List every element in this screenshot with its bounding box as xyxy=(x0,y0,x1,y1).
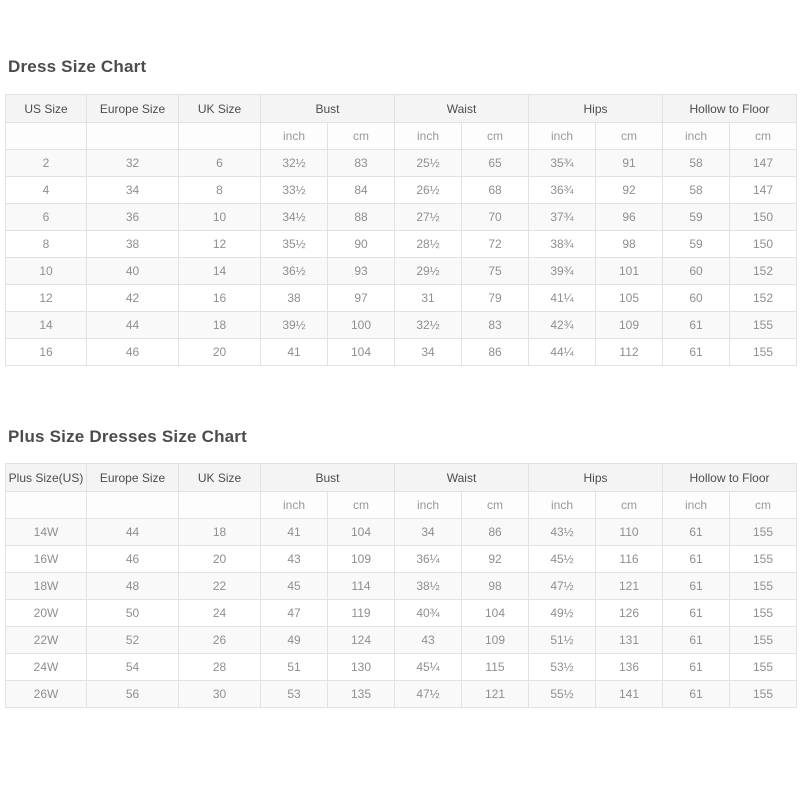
column-header: Bust xyxy=(261,464,395,492)
size-value-cell: 32½ xyxy=(395,312,462,339)
size-value-cell: 61 xyxy=(663,627,730,654)
size-value-cell: 35½ xyxy=(261,231,328,258)
size-value-cell: 40 xyxy=(87,258,179,285)
size-value-cell: 45½ xyxy=(529,546,596,573)
dress-size-table xyxy=(5,94,797,366)
table-group-header-row xyxy=(6,464,797,492)
size-value-cell: 46 xyxy=(87,546,179,573)
unit-header: inch xyxy=(395,492,462,519)
column-header: US Size xyxy=(6,95,87,123)
column-header: Hips xyxy=(529,464,663,492)
size-value-cell: 42 xyxy=(87,285,179,312)
size-value-cell: 58 xyxy=(663,177,730,204)
size-value-cell: 147 xyxy=(730,150,797,177)
size-value-cell: 79 xyxy=(462,285,529,312)
table-row xyxy=(6,150,797,177)
size-value-cell: 18 xyxy=(179,519,261,546)
size-value-cell: 8 xyxy=(179,177,261,204)
size-value-cell: 65 xyxy=(462,150,529,177)
unit-header: cm xyxy=(328,492,395,519)
size-value-cell: 98 xyxy=(596,231,663,258)
size-value-cell: 61 xyxy=(663,339,730,366)
size-value-cell: 59 xyxy=(663,231,730,258)
size-value-cell: 70 xyxy=(462,204,529,231)
size-value-cell: 35¾ xyxy=(529,150,596,177)
size-value-cell: 54 xyxy=(87,654,179,681)
size-value-cell: 40¾ xyxy=(395,600,462,627)
size-value-cell: 110 xyxy=(596,519,663,546)
table-row xyxy=(6,258,797,285)
size-value-cell: 25½ xyxy=(395,150,462,177)
size-value-cell: 30 xyxy=(179,681,261,708)
size-value-cell: 155 xyxy=(730,339,797,366)
size-value-cell: 152 xyxy=(730,285,797,312)
size-value-cell: 31 xyxy=(395,285,462,312)
size-value-cell: 8 xyxy=(6,231,87,258)
plus-size-table-header xyxy=(6,464,797,519)
unit-header: inch xyxy=(395,123,462,150)
size-value-cell: 20 xyxy=(179,339,261,366)
column-header: Europe Size xyxy=(87,95,179,123)
size-value-cell: 91 xyxy=(596,150,663,177)
size-value-cell: 136 xyxy=(596,654,663,681)
size-value-cell: 155 xyxy=(730,312,797,339)
size-value-cell: 61 xyxy=(663,312,730,339)
size-value-cell: 60 xyxy=(663,258,730,285)
empty-header-cell xyxy=(87,492,179,519)
size-value-cell: 98 xyxy=(462,573,529,600)
size-value-cell: 119 xyxy=(328,600,395,627)
empty-header-cell xyxy=(6,492,87,519)
size-value-cell: 84 xyxy=(328,177,395,204)
plus-size-table-body xyxy=(6,519,797,708)
size-value-cell: 83 xyxy=(462,312,529,339)
size-value-cell: 61 xyxy=(663,681,730,708)
size-value-cell: 155 xyxy=(730,573,797,600)
size-value-cell: 45 xyxy=(261,573,328,600)
size-value-cell: 51 xyxy=(261,654,328,681)
size-value-cell: 24W xyxy=(6,654,87,681)
size-value-cell: 86 xyxy=(462,339,529,366)
unit-header: inch xyxy=(529,123,596,150)
size-value-cell: 141 xyxy=(596,681,663,708)
table-row xyxy=(6,312,797,339)
size-value-cell: 155 xyxy=(730,546,797,573)
table-row xyxy=(6,231,797,258)
table-row xyxy=(6,546,797,573)
size-value-cell: 10 xyxy=(179,204,261,231)
size-value-cell: 100 xyxy=(328,312,395,339)
size-value-cell: 101 xyxy=(596,258,663,285)
size-value-cell: 75 xyxy=(462,258,529,285)
column-header: Hollow to Floor xyxy=(663,95,797,123)
table-row xyxy=(6,285,797,312)
empty-header-cell xyxy=(6,123,87,150)
size-value-cell: 155 xyxy=(730,519,797,546)
size-value-cell: 49 xyxy=(261,627,328,654)
size-value-cell: 61 xyxy=(663,573,730,600)
size-value-cell: 115 xyxy=(462,654,529,681)
unit-header: cm xyxy=(462,492,529,519)
size-value-cell: 92 xyxy=(596,177,663,204)
size-value-cell: 36 xyxy=(87,204,179,231)
size-value-cell: 105 xyxy=(596,285,663,312)
size-value-cell: 28½ xyxy=(395,231,462,258)
size-value-cell: 12 xyxy=(179,231,261,258)
size-value-cell: 26 xyxy=(179,627,261,654)
unit-header: cm xyxy=(596,492,663,519)
size-value-cell: 42¾ xyxy=(529,312,596,339)
size-value-cell: 33½ xyxy=(261,177,328,204)
size-value-cell: 86 xyxy=(462,519,529,546)
column-header: Waist xyxy=(395,464,529,492)
size-value-cell: 150 xyxy=(730,204,797,231)
dress-size-chart-title: Dress Size Chart xyxy=(8,57,147,76)
size-value-cell: 41 xyxy=(261,519,328,546)
size-value-cell: 38½ xyxy=(395,573,462,600)
size-value-cell: 34½ xyxy=(261,204,328,231)
plus-size-chart-title: Plus Size Dresses Size Chart xyxy=(8,427,247,446)
table-row xyxy=(6,177,797,204)
size-value-cell: 147 xyxy=(730,177,797,204)
table-row xyxy=(6,654,797,681)
size-value-cell: 14W xyxy=(6,519,87,546)
size-value-cell: 109 xyxy=(596,312,663,339)
size-value-cell: 121 xyxy=(596,573,663,600)
size-value-cell: 27½ xyxy=(395,204,462,231)
size-value-cell: 14 xyxy=(6,312,87,339)
column-header: Hollow to Floor xyxy=(663,464,797,492)
size-value-cell: 26½ xyxy=(395,177,462,204)
size-value-cell: 152 xyxy=(730,258,797,285)
size-value-cell: 18W xyxy=(6,573,87,600)
table-row xyxy=(6,519,797,546)
size-value-cell: 58 xyxy=(663,150,730,177)
size-value-cell: 155 xyxy=(730,600,797,627)
size-value-cell: 43 xyxy=(261,546,328,573)
empty-header-cell xyxy=(87,123,179,150)
size-value-cell: 44 xyxy=(87,312,179,339)
size-value-cell: 26W xyxy=(6,681,87,708)
size-value-cell: 92 xyxy=(462,546,529,573)
column-header: Bust xyxy=(261,95,395,123)
size-value-cell: 12 xyxy=(6,285,87,312)
size-value-cell: 32½ xyxy=(261,150,328,177)
empty-header-cell xyxy=(179,492,261,519)
size-value-cell: 36¾ xyxy=(529,177,596,204)
size-value-cell: 41¼ xyxy=(529,285,596,312)
unit-header: cm xyxy=(462,123,529,150)
size-value-cell: 55½ xyxy=(529,681,596,708)
table-group-header-row xyxy=(6,95,797,123)
size-value-cell: 93 xyxy=(328,258,395,285)
unit-header: inch xyxy=(261,123,328,150)
size-value-cell: 6 xyxy=(6,204,87,231)
size-value-cell: 53 xyxy=(261,681,328,708)
size-value-cell: 38¾ xyxy=(529,231,596,258)
size-value-cell: 72 xyxy=(462,231,529,258)
size-value-cell: 130 xyxy=(328,654,395,681)
size-value-cell: 38 xyxy=(261,285,328,312)
size-value-cell: 38 xyxy=(87,231,179,258)
size-value-cell: 116 xyxy=(596,546,663,573)
size-value-cell: 39¾ xyxy=(529,258,596,285)
size-value-cell: 56 xyxy=(87,681,179,708)
size-value-cell: 16 xyxy=(179,285,261,312)
size-value-cell: 6 xyxy=(179,150,261,177)
size-value-cell: 124 xyxy=(328,627,395,654)
size-value-cell: 126 xyxy=(596,600,663,627)
column-header: Europe Size xyxy=(87,464,179,492)
size-value-cell: 16 xyxy=(6,339,87,366)
size-value-cell: 44 xyxy=(87,519,179,546)
table-unit-header-row xyxy=(6,123,797,150)
size-value-cell: 14 xyxy=(179,258,261,285)
size-value-cell: 41 xyxy=(261,339,328,366)
size-value-cell: 34 xyxy=(87,177,179,204)
size-value-cell: 34 xyxy=(395,519,462,546)
size-value-cell: 44¼ xyxy=(529,339,596,366)
size-value-cell: 20 xyxy=(179,546,261,573)
size-value-cell: 46 xyxy=(87,339,179,366)
size-value-cell: 90 xyxy=(328,231,395,258)
size-value-cell: 112 xyxy=(596,339,663,366)
size-value-cell: 32 xyxy=(87,150,179,177)
unit-header: inch xyxy=(529,492,596,519)
unit-header: inch xyxy=(663,492,730,519)
empty-header-cell xyxy=(179,123,261,150)
dress-size-table-header xyxy=(6,95,797,150)
size-value-cell: 114 xyxy=(328,573,395,600)
size-value-cell: 16W xyxy=(6,546,87,573)
size-value-cell: 51½ xyxy=(529,627,596,654)
size-value-cell: 28 xyxy=(179,654,261,681)
size-value-cell: 155 xyxy=(730,627,797,654)
size-value-cell: 47½ xyxy=(529,573,596,600)
size-value-cell: 49½ xyxy=(529,600,596,627)
table-row xyxy=(6,600,797,627)
unit-header: cm xyxy=(596,123,663,150)
size-value-cell: 104 xyxy=(462,600,529,627)
size-value-cell: 47 xyxy=(261,600,328,627)
column-header: UK Size xyxy=(179,464,261,492)
size-value-cell: 43½ xyxy=(529,519,596,546)
size-value-cell: 48 xyxy=(87,573,179,600)
size-value-cell: 18 xyxy=(179,312,261,339)
size-value-cell: 53½ xyxy=(529,654,596,681)
table-row xyxy=(6,573,797,600)
plus-size-table xyxy=(5,463,797,708)
size-value-cell: 20W xyxy=(6,600,87,627)
size-value-cell: 131 xyxy=(596,627,663,654)
size-value-cell: 43 xyxy=(395,627,462,654)
size-value-cell: 29½ xyxy=(395,258,462,285)
size-value-cell: 68 xyxy=(462,177,529,204)
column-header: Plus Size(US) xyxy=(6,464,87,492)
size-value-cell: 36½ xyxy=(261,258,328,285)
size-value-cell: 61 xyxy=(663,654,730,681)
size-value-cell: 10 xyxy=(6,258,87,285)
column-header: Hips xyxy=(529,95,663,123)
size-value-cell: 96 xyxy=(596,204,663,231)
unit-header: inch xyxy=(663,123,730,150)
size-value-cell: 39½ xyxy=(261,312,328,339)
size-value-cell: 60 xyxy=(663,285,730,312)
size-value-cell: 59 xyxy=(663,204,730,231)
size-value-cell: 2 xyxy=(6,150,87,177)
size-value-cell: 109 xyxy=(462,627,529,654)
size-value-cell: 37¾ xyxy=(529,204,596,231)
table-row xyxy=(6,204,797,231)
table-row xyxy=(6,627,797,654)
size-value-cell: 4 xyxy=(6,177,87,204)
table-row xyxy=(6,339,797,366)
size-value-cell: 135 xyxy=(328,681,395,708)
size-value-cell: 50 xyxy=(87,600,179,627)
size-value-cell: 155 xyxy=(730,654,797,681)
unit-header: inch xyxy=(261,492,328,519)
size-value-cell: 83 xyxy=(328,150,395,177)
column-header: UK Size xyxy=(179,95,261,123)
size-value-cell: 150 xyxy=(730,231,797,258)
size-value-cell: 22 xyxy=(179,573,261,600)
unit-header: cm xyxy=(730,492,797,519)
unit-header: cm xyxy=(730,123,797,150)
column-header: Waist xyxy=(395,95,529,123)
table-row xyxy=(6,681,797,708)
size-value-cell: 104 xyxy=(328,339,395,366)
size-value-cell: 88 xyxy=(328,204,395,231)
size-value-cell: 45¼ xyxy=(395,654,462,681)
size-value-cell: 109 xyxy=(328,546,395,573)
size-value-cell: 61 xyxy=(663,519,730,546)
unit-header: cm xyxy=(328,123,395,150)
size-value-cell: 47½ xyxy=(395,681,462,708)
size-value-cell: 22W xyxy=(6,627,87,654)
size-value-cell: 121 xyxy=(462,681,529,708)
size-value-cell: 61 xyxy=(663,546,730,573)
size-value-cell: 155 xyxy=(730,681,797,708)
size-value-cell: 97 xyxy=(328,285,395,312)
size-value-cell: 34 xyxy=(395,339,462,366)
size-value-cell: 52 xyxy=(87,627,179,654)
size-value-cell: 36¼ xyxy=(395,546,462,573)
dress-size-table-body xyxy=(6,150,797,366)
size-value-cell: 24 xyxy=(179,600,261,627)
size-value-cell: 61 xyxy=(663,600,730,627)
size-value-cell: 104 xyxy=(328,519,395,546)
table-unit-header-row xyxy=(6,492,797,519)
